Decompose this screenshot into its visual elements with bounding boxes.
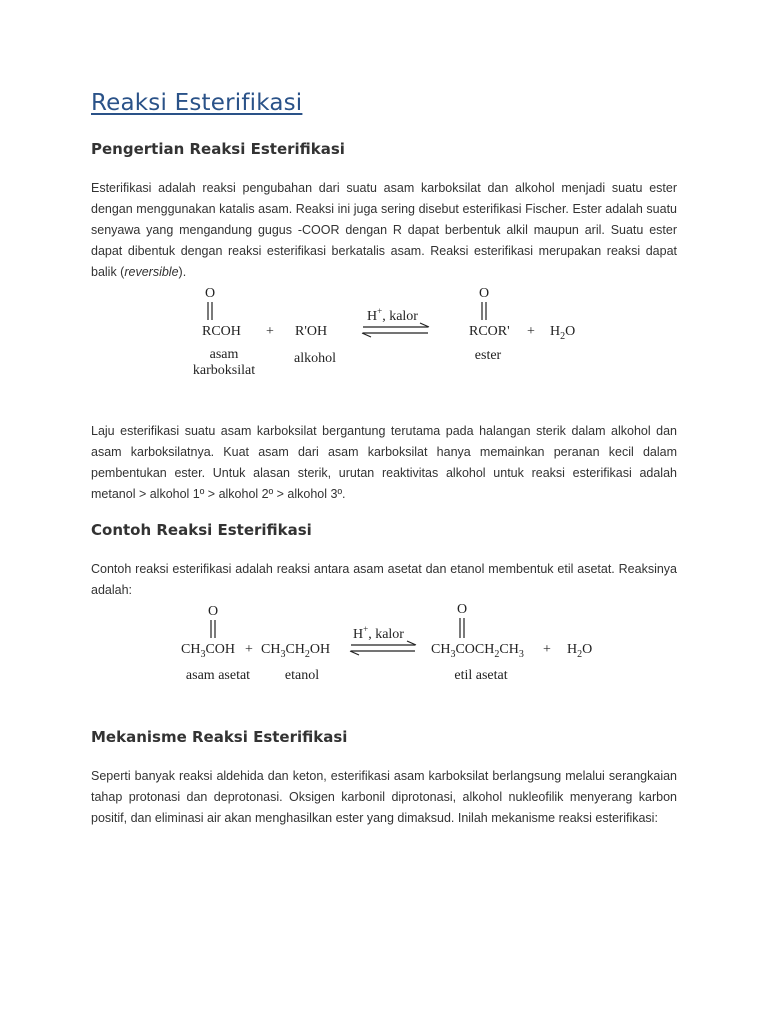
section-heading-contoh: Contoh Reaksi Esterifikasi bbox=[91, 521, 312, 539]
product-water-formula: $H_2O$ bbox=[550, 324, 576, 342]
plus-sign: + bbox=[266, 324, 274, 339]
reactant-acid-formula: RCOH bbox=[202, 324, 241, 339]
reaction-diagram-general bbox=[180, 280, 600, 390]
product-water-formula: $H_2O$ bbox=[567, 642, 593, 660]
reaction-condition: H+, kalor bbox=[367, 306, 418, 324]
plus-sign: + bbox=[543, 642, 551, 657]
label-asam-asetat: asam asetat bbox=[185, 668, 251, 683]
reaction-condition: H+, kalor bbox=[353, 624, 404, 642]
label-ester: ester bbox=[474, 348, 502, 363]
carbonyl-oxygen-label: O bbox=[478, 286, 490, 301]
carbonyl-oxygen-label: O bbox=[207, 604, 219, 619]
paragraph-text: ). bbox=[178, 265, 187, 279]
label-etanol: etanol bbox=[284, 668, 320, 683]
equilibrium-arrow-forward-head bbox=[420, 323, 429, 327]
paragraph-contoh: Contoh reaksi esterifikasi adalah reaksi antara asam asetat dan etanol membentuk etil asetat. Reaksinya adalah: bbox=[91, 562, 677, 597]
paragraph-italic-text: reversible bbox=[124, 265, 179, 279]
paragraph-text: Esterifikasi adalah reaksi pengubahan dari suatu asam karboksilat dan alkohol menjadi suatu ester dengan menggunakan katalis asam. Reaksi ini juga sering disebut esterifikasi Fischer. Ester adalah suatu senyawa yang mengandung gugus -COOR dengan R dapat berbentuk alkil maupun aril. Suatu ester dapat dibentuk dengan reaksi esterifikasi berkatalis asam. Reaksi esterifikasi merupakan reaksi dapat balik ( bbox=[91, 181, 677, 279]
label-karboksilat: karboksilat bbox=[192, 363, 256, 378]
paragraph-pengertian bbox=[91, 178, 677, 283]
product-ester-formula: RCOR' bbox=[469, 324, 510, 339]
label-alkohol: alkohol bbox=[294, 351, 336, 366]
plus-sign: + bbox=[527, 324, 535, 339]
carbonyl-oxygen-label: O bbox=[204, 286, 216, 301]
equilibrium-arrow-reverse-head bbox=[362, 333, 371, 337]
plus-sign: + bbox=[245, 642, 253, 657]
section-heading-pengertian: Pengertian Reaksi Esterifikasi bbox=[91, 140, 345, 158]
product-ethyl-acetate-formula: $CH_3COCH_2CH_3$ bbox=[431, 642, 524, 660]
reactant-ethanol-formula: $CH_3CH_2OH$ bbox=[261, 642, 331, 660]
page-title: Reaksi Esterifikasi bbox=[91, 90, 303, 116]
label-asam: asam bbox=[209, 347, 239, 362]
paragraph-mekanisme: Seperti banyak reaksi aldehida dan keton, esterifikasi asam karboksilat berlangsung melalui serangkaian tahap protonasi dan deprotonasi. Oksigen karbonil diprotonasi, alkohol nukleofilik menyerang karbon positif, dan eliminasi air akan menghasilkan ester yang dimaksud. Inilah mekanisme reaksi esterifikasi: bbox=[91, 769, 677, 825]
carbonyl-oxygen-label: O bbox=[456, 602, 468, 617]
reaction-diagram-example bbox=[175, 598, 615, 693]
label-etil-asetat: etil asetat bbox=[454, 668, 508, 683]
section-heading-mekanisme: Mekanisme Reaksi Esterifikasi bbox=[91, 728, 348, 746]
reactant-acetic-acid-formula: $CH_3COH$ bbox=[181, 642, 236, 660]
reactant-alcohol-formula: R'OH bbox=[295, 324, 328, 339]
paragraph-laju: Laju esterifikasi suatu asam karboksilat bergantung terutama pada halangan sterik dalam alkohol dan asam karboksilatnya. Kuat asam dari asam karboksilat hanya memainkan peranan kecil dalam pembentukan ester. Untuk alasan sterik, urutan reaktivitas alkohol untuk reaksi esterifikasi adalah metanol > alkohol 1º > alkohol 2º > alkohol 3º. bbox=[91, 424, 677, 501]
